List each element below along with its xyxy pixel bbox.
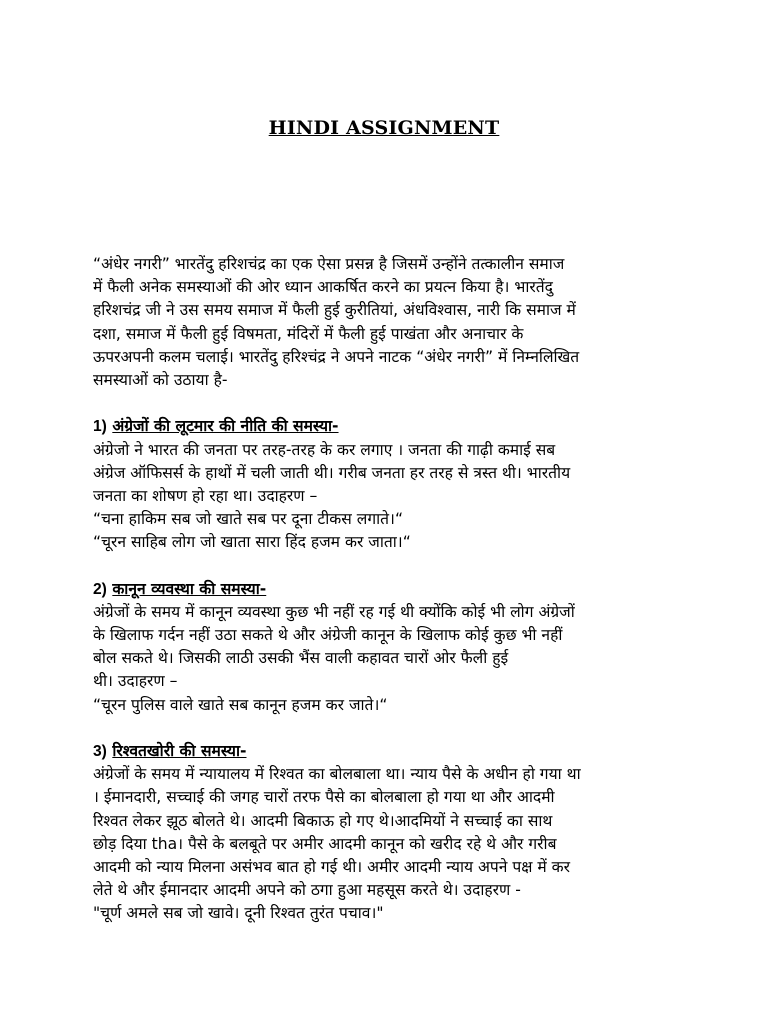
section-line: थी। उदाहरण – <box>93 672 178 691</box>
section-line: “चना हाकिम सब जो खाते सब पर दूना टीकस लगाते।“ <box>93 510 404 529</box>
section-line: अंग्रेजों के समय में कानून व्यवस्था कुछ भी नहीं रह गई थी क्योंकि कोई भी लोग अंग्रेजों <box>93 602 575 621</box>
intro-line: ऊपरअपनी कलम चलाई। भारतेंदु हरिश्चंद्र ने अपने नाटक “अंधेर नगरी” में निम्नलिखित <box>93 347 580 366</box>
section-heading-text: रिश्वतखोरी की समस्या- <box>112 741 247 760</box>
section-line: जनता का शोषण हो रहा था। उदाहरण – <box>93 486 318 505</box>
section-1 <box>93 415 683 554</box>
section-heading-text: कानून व्यवस्था की समस्या- <box>112 579 267 598</box>
section-line: । ईमानदारी, सच्चाई की जगह चारों तरफ पैसे का बोलबाला हो गया था और आदमी <box>93 788 555 807</box>
section-line: लेते थे और ईमानदार आदमी अपने को ठगा हुआ महसूस करते थे। उदाहरण - <box>93 881 521 900</box>
section-2 <box>93 578 683 717</box>
section-line: "चूर्ण अमले सब जो खावे। दूनी रिश्वत तुरंत पचाव।" <box>93 904 384 923</box>
page-title: HINDI ASSIGNMENT <box>268 117 500 139</box>
section-line: अंग्रेजों के समय में न्यायालय में रिश्वत का बोलबाला था। न्याय पैसे के अधीन हो गया था <box>93 765 581 784</box>
section-line: छोड़ दिया tha। पैसे के बलबूते पर अमीर आदमी कानून को खरीद रहे थे और गरीब <box>93 834 557 853</box>
section-line: अंग्रेज ऑफिसर्स के हाथों में चली जाती थी। गरीब जनता हर तरह से त्रस्त थी। भारतीय <box>93 463 571 482</box>
section-line: के खिलाफ गर्दन नहीं उठा सकते थे और अंग्रेजी कानून के खिलाफ कोई कुछ भी नहीं <box>93 626 563 644</box>
intro-paragraph <box>93 253 683 392</box>
section-line: आदमी को न्याय मिलना असंभव बात हो गई थी। अमीर आदमी न्याय अपने पक्ष में कर <box>93 857 570 876</box>
intro-line: हरिशचंद्र जी ने उस समय समाज में फैली हुई कुरीतियां, अंधविश्वास, नारी कि समाज में <box>93 301 576 320</box>
intro-line: “अंधेर नगरी” भारतेंदु हरिशचंद्र का एक ऐसा प्रसन्न है जिसमें उन्होंने तत्कालीन समाज <box>93 255 565 273</box>
document-body <box>93 253 683 925</box>
intro-line: दशा, समाज में फैली हुई विषमता, मंदिरों में फैली हुई पाखंता और अनाचार के <box>93 324 524 343</box>
section-heading-text: अंग्रेजों की लूटमार की नीति की समस्या- <box>112 417 339 436</box>
section-line: बोल सकते थे। जिसकी लाठी उसकी भैंस वाली कहावत चारों ओर फैली हुई <box>93 649 509 668</box>
section-heading <box>93 415 683 438</box>
section-number: 1) <box>93 418 107 436</box>
section-line: रिश्वत लेकर झूठ बोलते थे। आदमी बिकाऊ हो गए थे।आदमियों ने सच्चाई का साथ <box>93 811 553 830</box>
section-heading <box>93 740 683 763</box>
section-line: “चूरन पुलिस वाले खाते सब कानून हजम कर जाते।“ <box>93 695 388 714</box>
intro-line: में फैली अनेक समस्याओं की ओर ध्यान आकर्षित करने का प्रयत्न किया है। भारतेंदु <box>93 278 553 297</box>
section-line: अंग्रेजो ने भारत की जनता पर तरह-तरह के कर लगाए । जनता की गाढ़ी कमाई सब <box>93 440 556 459</box>
section-number: 3) <box>93 742 107 760</box>
section-heading <box>93 578 683 601</box>
section-number: 2) <box>93 580 107 598</box>
section-3 <box>93 740 683 926</box>
section-line: “चूरन साहिब लोग जो खाता सारा हिंद हजम कर जाता।“ <box>93 533 411 552</box>
intro-line: समस्याओं को उठाया है- <box>93 370 228 389</box>
